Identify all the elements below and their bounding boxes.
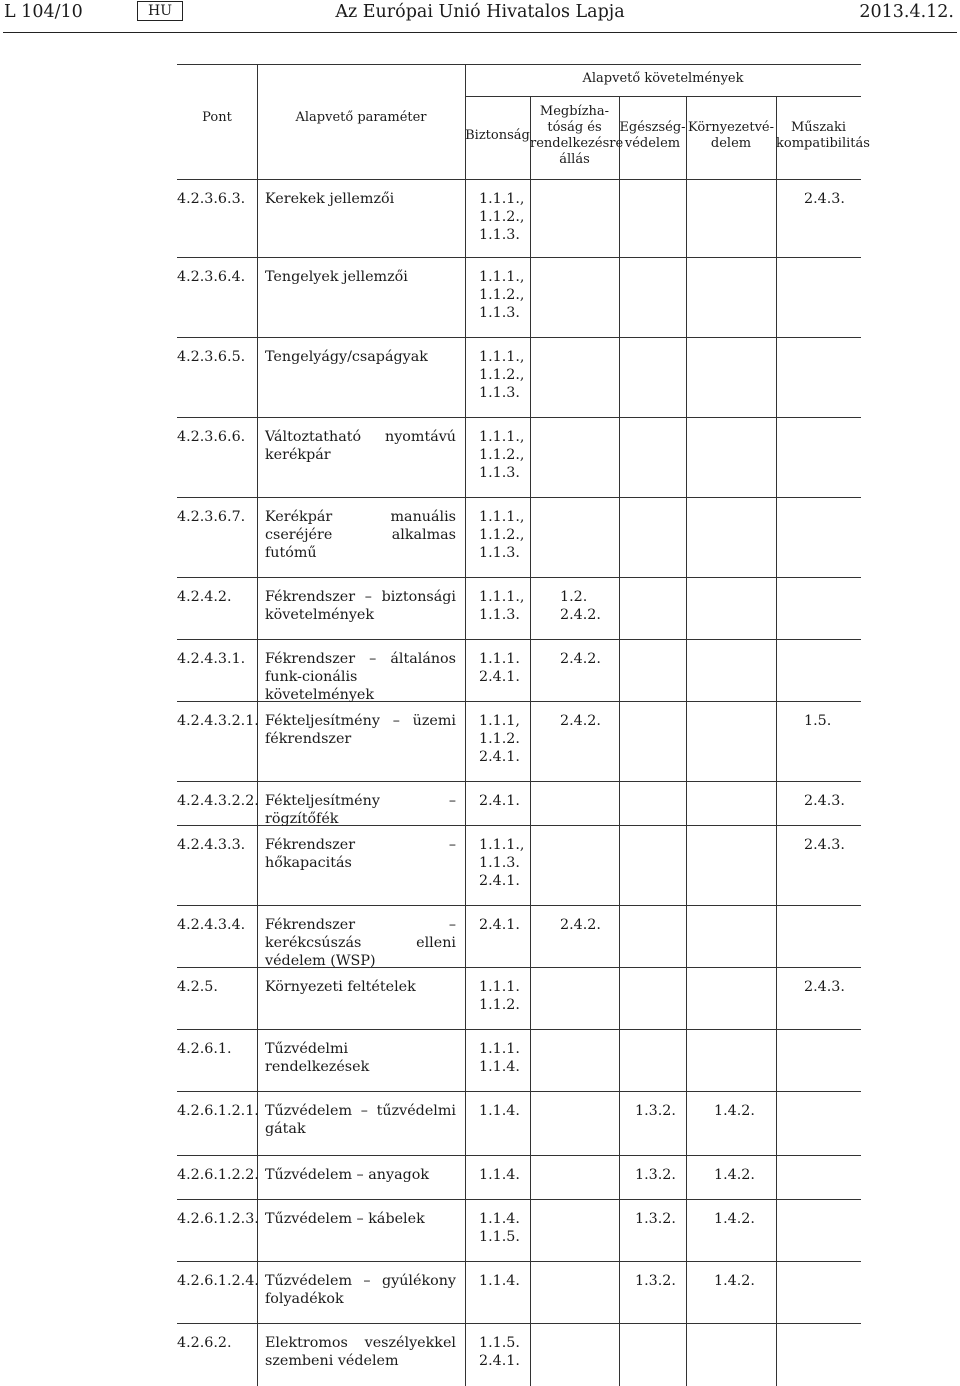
cell-param: Elektromos veszélyekkel szembeni védelem: [265, 1335, 456, 1369]
cell-egeszseg: 1.3.2.: [635, 1273, 676, 1289]
cell-biztonsag: 1.1.4.: [479, 1273, 520, 1289]
cell-biztonsag: 1.1.5. 2.4.1.: [479, 1335, 520, 1369]
cell-param: Fékrendszer – biztonsági követelmények: [265, 589, 456, 623]
cell-biztonsag: 1.1.4. 1.1.5.: [479, 1211, 520, 1245]
cell-param: Kerékpár manuális cseréjére alkalmas futómű: [265, 509, 456, 561]
column-rule: [776, 96, 777, 1386]
row-rule: [177, 179, 861, 180]
col-header-group: Alapvető követelmények: [582, 71, 744, 86]
cell-param: Tűzvédelem – gyúlékony folyadékok: [265, 1273, 456, 1307]
cell-muszaki: 2.4.3.: [804, 793, 845, 809]
cell-pont: 4.2.6.1.2.4.: [177, 1273, 259, 1289]
cell-pont: 4.2.5.: [177, 979, 218, 995]
cell-biztonsag: 1.1.1. 1.1.2.: [479, 979, 520, 1013]
cell-biztonsag: 1.1.1., 1.1.3. 2.4.1.: [479, 837, 525, 889]
header-rule: [3, 32, 957, 33]
cell-param: Kerekek jellemzői: [265, 191, 395, 207]
cell-param: Tűzvédelem – tűzvédelmi gátak: [265, 1103, 456, 1137]
page-header: [0, 0, 960, 34]
cell-param: Környezeti feltételek: [265, 979, 416, 995]
cell-biztonsag: 1.1.4.: [479, 1103, 520, 1119]
cell-egeszseg: 1.3.2.: [635, 1103, 676, 1119]
row-rule: [177, 1199, 861, 1200]
cell-pont: 4.2.4.3.3.: [177, 837, 246, 853]
cell-biztonsag: 2.4.1.: [479, 917, 520, 933]
cell-biztonsag: 2.4.1.: [479, 793, 520, 809]
table-top-rule: [177, 64, 861, 65]
cell-biztonsag: 1.1.1., 1.1.2., 1.1.3.: [479, 509, 525, 561]
cell-pont: 4.2.4.3.2.2.: [177, 793, 259, 809]
row-rule: [177, 905, 861, 906]
cell-kornyezet: 1.4.2.: [714, 1211, 755, 1227]
column-rule: [465, 64, 466, 1386]
cell-param: Tengelyágy/csapágyak: [265, 349, 428, 365]
cell-pont: 4.2.4.3.4.: [177, 917, 246, 933]
row-rule: [177, 1323, 861, 1324]
row-rule: [177, 781, 861, 782]
cell-biztonsag: 1.1.1., 1.1.3.: [479, 589, 525, 623]
cell-pont: 4.2.4.2.: [177, 589, 232, 605]
journal-title: Az Európai Unió Hivatalos Lapja: [335, 2, 625, 22]
group-rule: [465, 96, 861, 97]
cell-param: Tűzvédelem – anyagok: [265, 1167, 430, 1183]
cell-param: Fékteljesítmény – rögzítőfék: [265, 793, 456, 827]
cell-pont: 4.2.3.6.4.: [177, 269, 246, 285]
row-rule: [177, 639, 861, 640]
col-header-biztonsag: Biztonság: [465, 128, 530, 143]
cell-pont: 4.2.3.6.7.: [177, 509, 246, 525]
cell-pont: 4.2.6.2.: [177, 1335, 232, 1351]
cell-param: Fékteljesítmény – üzemi fékrendszer: [265, 713, 456, 747]
cell-biztonsag: 1.1.1. 2.4.1.: [479, 651, 520, 685]
language-badge: HU: [137, 1, 183, 21]
cell-param: Fékrendszer – hőkapacitás: [265, 837, 456, 871]
column-rule: [619, 96, 620, 1386]
cell-biztonsag: 1.1.1. 1.1.4.: [479, 1041, 520, 1075]
cell-pont: 4.2.6.1.2.3.: [177, 1211, 259, 1227]
cell-megbizhatosag: 2.4.2.: [560, 651, 601, 667]
cell-biztonsag: 1.1.4.: [479, 1167, 520, 1183]
cell-pont: 4.2.3.6.6.: [177, 429, 246, 445]
cell-muszaki: 2.4.3.: [804, 979, 845, 995]
cell-param: Fékrendszer – általános funk-cionális követelmények: [265, 651, 456, 703]
row-rule: [177, 417, 861, 418]
cell-param: Tengelyek jellemzői: [265, 269, 408, 285]
cell-pont: 4.2.3.6.5.: [177, 349, 246, 365]
column-rule: [465, 64, 466, 1386]
cell-kornyezet: 1.4.2.: [714, 1167, 755, 1183]
cell-egeszseg: 1.3.2.: [635, 1211, 676, 1227]
row-rule: [177, 497, 861, 498]
col-header-param: Alapvető paraméter: [295, 110, 427, 125]
cell-kornyezet: 1.4.2.: [714, 1273, 755, 1289]
col-header-kornyezet: Környezetvé- delem: [687, 120, 774, 151]
row-rule: [177, 1261, 861, 1262]
cell-muszaki: 2.4.3.: [804, 191, 845, 207]
cell-kornyezet: 1.4.2.: [714, 1103, 755, 1119]
col-header-muszaki: Műszaki kompatibilitás: [776, 120, 870, 151]
cell-muszaki: 2.4.3.: [804, 837, 845, 853]
cell-biztonsag: 1.1.1, 1.1.2. 2.4.1.: [479, 713, 520, 765]
cell-param: Fékrendszer – kerékcsúszás elleni védelem (WSP): [265, 917, 456, 969]
publication-date: 2013.4.12.: [859, 2, 954, 22]
cell-pont: 4.2.6.1.2.2.: [177, 1167, 259, 1183]
column-rule: [686, 96, 687, 1386]
cell-egeszseg: 1.3.2.: [635, 1167, 676, 1183]
cell-biztonsag: 1.1.1., 1.1.2., 1.1.3.: [479, 349, 525, 401]
cell-biztonsag: 1.1.1., 1.1.2., 1.1.3.: [479, 191, 525, 243]
cell-param: Tűzvédelmi rendelkezések: [265, 1041, 370, 1075]
cell-megbizhatosag: 2.4.2.: [560, 713, 601, 729]
cell-pont: 4.2.3.6.3.: [177, 191, 246, 207]
col-header-megbizhatosag: Megbízha- tóság és rendelkezésre állás: [530, 104, 624, 167]
row-rule: [177, 577, 861, 578]
row-rule: [177, 1091, 861, 1092]
cell-megbizhatosag: 1.2. 2.4.2.: [560, 589, 601, 623]
row-rule: [177, 1155, 861, 1156]
cell-param: Változtatható nyomtávú kerékpár: [265, 429, 456, 463]
cell-biztonsag: 1.1.1., 1.1.2., 1.1.3.: [479, 269, 525, 321]
col-header-egeszseg: Egészség- védelem: [619, 120, 686, 151]
cell-pont: 4.2.4.3.2.1.: [177, 713, 259, 729]
row-rule: [177, 337, 861, 338]
cell-pont: 4.2.6.1.: [177, 1041, 232, 1057]
cell-biztonsag: 1.1.1., 1.1.2., 1.1.3.: [479, 429, 525, 481]
page-reference: L 104/10: [4, 2, 83, 22]
col-header-pont: Pont: [202, 110, 232, 125]
row-rule: [177, 257, 861, 258]
row-rule: [177, 1029, 861, 1030]
cell-pont: 4.2.4.3.1.: [177, 651, 246, 667]
cell-pont: 4.2.6.1.2.1.: [177, 1103, 259, 1119]
cell-megbizhatosag: 2.4.2.: [560, 917, 601, 933]
cell-muszaki: 1.5.: [804, 713, 832, 729]
cell-param: Tűzvédelem – kábelek: [265, 1211, 425, 1227]
